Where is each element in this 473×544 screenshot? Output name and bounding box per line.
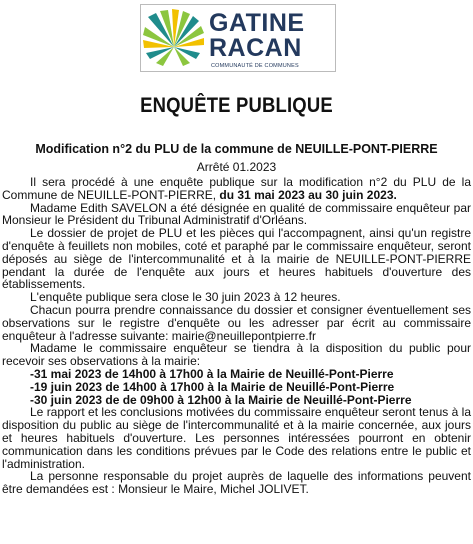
paragraph-2: Madame Edith SAVELON a été désignée en qualité de commissaire enquêteur par Monsieur le Président du Tribunal Administratif d'Orléans. [2, 200, 471, 228]
paragraph-5: Chacun pourra prendre connaissance du dossier et consigner éventuellement ses observations sur le registre d'enquête ou les adresser par écrit au commissaire enquêteur à l'adresse suivante: mairie@neuillepontpierre.fr [2, 302, 471, 343]
permanence-date-1: -31 mai 2023 de 14h00 à 17h00 à la Mairie de Neuillé-Pont-Pierre [30, 366, 394, 381]
paragraph-3: Le dossier de projet de PLU et les pièces qui l'accompagnent, ainsi qu'un registre d'enquête à feuillets non mobiles, coté et paraphé par le commissaire enquêteur, seront déposés au siège de l'intercommunalité et à la mairie de NEUILLE-PONT-PIERRE pendant la durée de l'enquête aux jours et heures habituels d'ouverture des établissements. [2, 226, 471, 292]
permanence-date-3: -30 juin 2023 de de 09h00 à 12h00 à la Mairie de Neuillé-Pont-Pierre [30, 392, 412, 407]
paragraph-4: L'enquête publique sera close le 30 juin 2023 à 12 heures. [30, 290, 341, 305]
paragraph-6: Madame le commissaire enquêteur se tiendra à la disposition du public pour recevoir ses observations à la mairie: [2, 341, 471, 369]
notice-body [2, 176, 471, 496]
paragraph-8: La personne responsable du projet auprès de laquelle des informations peuvent être demandées est : Monsieur le Maire, Michel JOLIVET. [2, 469, 471, 497]
paragraph-1 [2, 176, 471, 202]
sunburst-logo-icon [143, 7, 205, 69]
logo-word-gatine: GATINE [209, 9, 305, 37]
page-title: ENQUÊTE PUBLIQUE [140, 94, 333, 117]
gatine-racan-logo [140, 4, 336, 72]
paragraph-7: Le rapport et les conclusions motivées du commissaire enquêteur seront tenus à la disposition du public au siège de l'intercommunalité et à la mairie concernée, aux jours et heures habituels d'ouverture. Les personnes intéressées pourront en obtenir communication dans les conditions prévues par le Code des relations entre le public et l'administration. [2, 405, 471, 471]
enquiry-period: du 31 mai 2023 au 30 juin 2023. [219, 187, 397, 202]
arrete-number: Arrêté 01.2023 [196, 160, 277, 174]
permanence-date-2: -19 juin 2023 de 14h00 à 17h00 à la Mairie de Neuillé-Pont-Pierre [30, 379, 395, 394]
paragraph-1-text: Il sera procédé à une enquête publique sur la modification n°2 du PLU de la Commune de NEUILLE-PONT-PIERRE, [2, 175, 471, 202]
notice-subtitle: Modification n°2 du PLU de la commune de NEUILLE-PONT-PIERRE [35, 142, 438, 156]
logo-subtitle: COMMUNAUTÉ DE COMMUNES [211, 63, 299, 69]
logo-word-racan: RACAN [209, 34, 302, 62]
